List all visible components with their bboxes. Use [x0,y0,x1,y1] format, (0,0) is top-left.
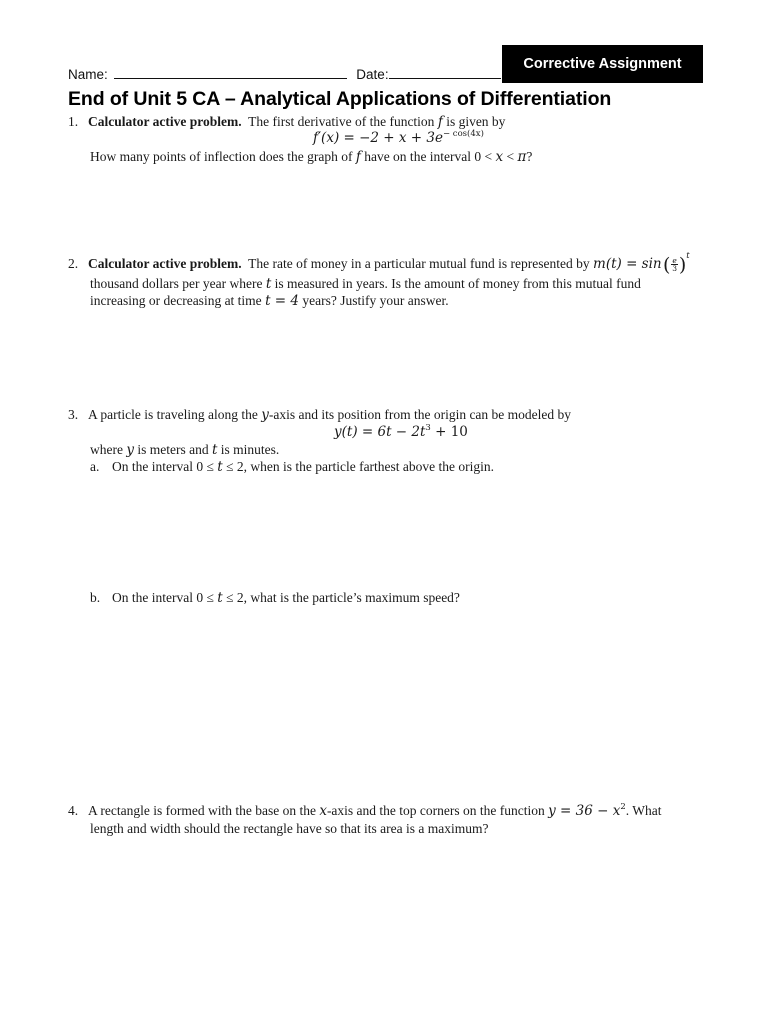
q4-number: 4. [68,803,79,818]
q1-line2-d: ? [526,149,533,164]
q2-line3-t: t = 4 [265,293,299,309]
q3a-t: t [217,459,223,475]
date-blank[interactable] [389,66,501,79]
q1-text-a: The first derivative of the function [248,114,435,129]
q4-eq-sup: 2 [620,802,626,812]
q4-text-a: A rectangle is formed with the base on the [88,803,316,818]
q3b-t: t [217,590,223,606]
q1-line2-c: < [506,149,515,164]
q2-prompt [68,251,690,276]
name-field-row [68,66,501,82]
q2-frac-num: e [672,256,677,265]
q2-equation: m(t) = sin ( $\frac{e}{3}$ )$^t$ [593,251,690,276]
q2-line2-b: is measured in years. Is the amount of money from this mutual fund [274,276,641,291]
q1-bold-lead: Calculator active problem. [88,114,242,129]
q2-line3-b: years? Justify your answer. [302,293,449,308]
q2-line3-a: increasing or decreasing at time [90,293,262,308]
q3-text-a: A particle is traveling along the [88,407,258,422]
q3-var-y: y [261,407,269,423]
q4-var-x: x [319,803,327,819]
q3-text-b: -axis and its position from the origin can be modeled by [268,407,572,422]
q3a-label: a. [90,459,100,474]
q2-line2-t: t [265,276,272,292]
q1-text-b: is given by [446,114,506,129]
q1-line2-a: How many points of inflection does the graph of [90,149,353,164]
q3-eq-sup: 3 [425,423,431,433]
q1-eq-exponent: − cos(4x) [442,129,484,139]
q4-eq-a: y = 36 − x [548,803,621,819]
q3-line3-y: y [126,442,134,458]
q2-line2 [90,275,641,293]
q2-line2-a: thousand dollars per year where [90,276,263,291]
q3-line3-b: is meters and [137,442,209,457]
q3-eq-b: + 10 [430,424,468,440]
q2-line3 [90,292,449,310]
name-label: Name: [68,67,108,82]
q2-bold-lead: Calculator active problem. [88,256,242,271]
q3b-text-b: ≤ 2, what is the particle’s maximum speed? [226,590,460,605]
q4-text-b: -axis and the top corners on the function [326,803,545,818]
q1-line2-pi: π [517,149,527,165]
q3-part-b [90,589,460,607]
q4-line2: length and width should the rectangle have so that its area is a maximum? [90,821,489,836]
q3-prompt [68,406,571,424]
q3-number: 3. [68,407,79,422]
q3b-text-a: On the interval 0 ≤ [112,590,214,605]
date-label: Date: [356,67,389,82]
q2-eq-exponent: t [686,251,690,261]
q1-eq-lhs: f′(x) = −2 + x + 3e [313,130,443,146]
q2-fraction [671,257,677,272]
q3b-label: b. [90,590,101,605]
q3-equation [334,424,468,440]
q2-eq-m: m(t) = sin [593,256,662,272]
q3a-text-a: On the interval 0 ≤ [112,459,214,474]
q3-line3-c: is minutes. [220,442,280,457]
q1-number: 1. [68,114,79,129]
q2-frac-den: 3 [672,264,678,273]
q2-number: 2. [68,256,79,271]
q1-var-f: f [437,114,443,130]
q2-text-a: The rate of money in a particular mutual fund is represented by [248,256,590,271]
corrective-assignment-badge [502,45,703,83]
q3-part-a [90,458,494,476]
q3-eq-a: y(t) = 6t − 2t [334,424,426,440]
q1-line2-f: f [355,149,361,165]
q1-prompt [68,113,505,131]
q1-line2-b: have on the interval 0 < [364,149,493,164]
q4-prompt [68,802,662,820]
q4-text-c: . What [625,803,662,818]
q3a-text-b: ≤ 2, when is the particle farthest above the origin. [226,459,495,474]
page-title: End of Unit 5 CA – Analytical Applications of Differentiation [68,88,612,110]
q1-line2-x: x [495,149,504,165]
q3-units [90,441,279,459]
q1-question [90,148,532,166]
q3-line3-t: t [211,442,218,458]
q3-line3-a: where [90,442,123,457]
q1-equation [313,130,484,146]
q4-equation [548,803,626,819]
name-blank[interactable] [114,66,347,79]
badge-label: Corrective Assignment [523,56,682,72]
